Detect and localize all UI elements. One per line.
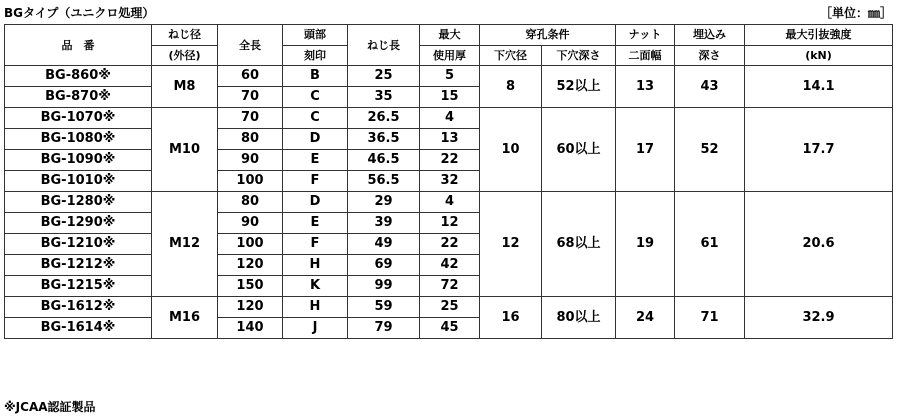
- header-nut: ナット: [616, 25, 675, 46]
- max-thickness: 22: [420, 234, 480, 255]
- total-length: 140: [218, 318, 283, 339]
- part-number: BG-860※: [5, 66, 152, 87]
- total-length: 100: [218, 234, 283, 255]
- part-number: BG-1612※: [5, 297, 152, 318]
- part-number: BG-1010※: [5, 171, 152, 192]
- total-length: 80: [218, 192, 283, 213]
- embed-depth: 43: [675, 66, 745, 108]
- table-row: [5, 66, 893, 87]
- thread-length: 35: [348, 87, 420, 108]
- thread-length: 46.5: [348, 150, 420, 171]
- head-mark: C: [283, 108, 348, 129]
- pull-strength: 14.1: [745, 66, 893, 108]
- part-number: BG-1614※: [5, 318, 152, 339]
- header-thread-dia-sub: (外径): [152, 45, 218, 66]
- embed-depth: 52: [675, 108, 745, 192]
- header-max-thickness-sub: 使用厚: [420, 45, 480, 66]
- thread-diameter: M10: [152, 108, 218, 192]
- header-part-no: 品 番: [5, 25, 152, 66]
- total-length: 120: [218, 297, 283, 318]
- part-number: BG-1070※: [5, 108, 152, 129]
- max-thickness: 42: [420, 255, 480, 276]
- footnote: ※JCAA認証製品: [4, 400, 96, 414]
- max-thickness: 4: [420, 192, 480, 213]
- drill-diameter: 12: [480, 192, 542, 297]
- head-mark: E: [283, 213, 348, 234]
- thread-length: 25: [348, 66, 420, 87]
- max-thickness: 5: [420, 66, 480, 87]
- total-length: 120: [218, 255, 283, 276]
- header-total-length: 全長: [218, 25, 283, 66]
- total-length: 80: [218, 129, 283, 150]
- head-mark: F: [283, 171, 348, 192]
- head-mark: H: [283, 255, 348, 276]
- header-nut-sub: 二面幅: [616, 45, 675, 66]
- head-mark: D: [283, 129, 348, 150]
- thread-length: 36.5: [348, 129, 420, 150]
- total-length: 60: [218, 66, 283, 87]
- table-row: [5, 108, 893, 129]
- thread-diameter: M12: [152, 192, 218, 297]
- max-thickness: 32: [420, 171, 480, 192]
- unit-label: ［単位：㎜］: [819, 6, 892, 20]
- head-mark: H: [283, 297, 348, 318]
- thread-length: 56.5: [348, 171, 420, 192]
- pull-strength: 32.9: [745, 297, 893, 339]
- drill-depth: 60以上: [542, 108, 616, 192]
- header-embed-sub: 深さ: [675, 45, 745, 66]
- head-mark: J: [283, 318, 348, 339]
- total-length: 150: [218, 276, 283, 297]
- max-thickness: 15: [420, 87, 480, 108]
- total-length: 100: [218, 171, 283, 192]
- part-number: BG-1090※: [5, 150, 152, 171]
- thread-length: 29: [348, 192, 420, 213]
- part-number: BG-1290※: [5, 213, 152, 234]
- head-mark: C: [283, 87, 348, 108]
- thread-length: 79: [348, 318, 420, 339]
- part-number: BG-1080※: [5, 129, 152, 150]
- thread-length: 99: [348, 276, 420, 297]
- header-drill-depth: 下穴深さ: [542, 45, 616, 66]
- header-drill-dia: 下穴径: [480, 45, 542, 66]
- header-max-thickness: 最大: [420, 25, 480, 46]
- embed-depth: 71: [675, 297, 745, 339]
- header-pull-strength: 最大引抜強度: [745, 25, 893, 46]
- max-thickness: 22: [420, 150, 480, 171]
- max-thickness: 45: [420, 318, 480, 339]
- table-header-line: [2, 3, 894, 21]
- part-number: BG-1215※: [5, 276, 152, 297]
- thread-diameter: M8: [152, 66, 218, 108]
- head-mark: F: [283, 234, 348, 255]
- max-thickness: 13: [420, 129, 480, 150]
- part-number: BG-1210※: [5, 234, 152, 255]
- drill-diameter: 16: [480, 297, 542, 339]
- head-mark: K: [283, 276, 348, 297]
- drill-depth: 68以上: [542, 192, 616, 297]
- total-length: 90: [218, 213, 283, 234]
- header-drilling-conditions: 穿孔条件: [480, 25, 616, 46]
- header-embed: 埋込み: [675, 25, 745, 46]
- head-mark: D: [283, 192, 348, 213]
- thread-length: 39: [348, 213, 420, 234]
- drill-diameter: 10: [480, 108, 542, 192]
- nut-width: 24: [616, 297, 675, 339]
- pull-strength: 17.7: [745, 108, 893, 192]
- total-length: 70: [218, 108, 283, 129]
- embed-depth: 61: [675, 192, 745, 297]
- header-head-mark-sub: 刻印: [283, 45, 348, 66]
- thread-length: 26.5: [348, 108, 420, 129]
- max-thickness: 72: [420, 276, 480, 297]
- part-number: BG-1280※: [5, 192, 152, 213]
- header-thread-length: ねじ長: [348, 25, 420, 66]
- nut-width: 13: [616, 66, 675, 108]
- thread-length: 49: [348, 234, 420, 255]
- nut-width: 17: [616, 108, 675, 192]
- total-length: 70: [218, 87, 283, 108]
- head-mark: B: [283, 66, 348, 87]
- table-row: [5, 297, 893, 318]
- spec-table-body: [5, 66, 893, 339]
- part-number: BG-1212※: [5, 255, 152, 276]
- thread-diameter: M16: [152, 297, 218, 339]
- spec-table: [4, 24, 893, 339]
- max-thickness: 12: [420, 213, 480, 234]
- drill-depth: 80以上: [542, 297, 616, 339]
- table-title: BGタイプ（ユニクロ処理）: [4, 6, 155, 20]
- header-head-mark: 頭部: [283, 25, 348, 46]
- thread-length: 59: [348, 297, 420, 318]
- table-row: [5, 192, 893, 213]
- head-mark: E: [283, 150, 348, 171]
- drill-depth: 52以上: [542, 66, 616, 108]
- max-thickness: 25: [420, 297, 480, 318]
- header-pull-strength-sub: (kN): [745, 45, 893, 66]
- thread-length: 69: [348, 255, 420, 276]
- max-thickness: 4: [420, 108, 480, 129]
- pull-strength: 20.6: [745, 192, 893, 297]
- drill-diameter: 8: [480, 66, 542, 108]
- part-number: BG-870※: [5, 87, 152, 108]
- header-thread-dia: ねじ径: [152, 25, 218, 46]
- total-length: 90: [218, 150, 283, 171]
- nut-width: 19: [616, 192, 675, 297]
